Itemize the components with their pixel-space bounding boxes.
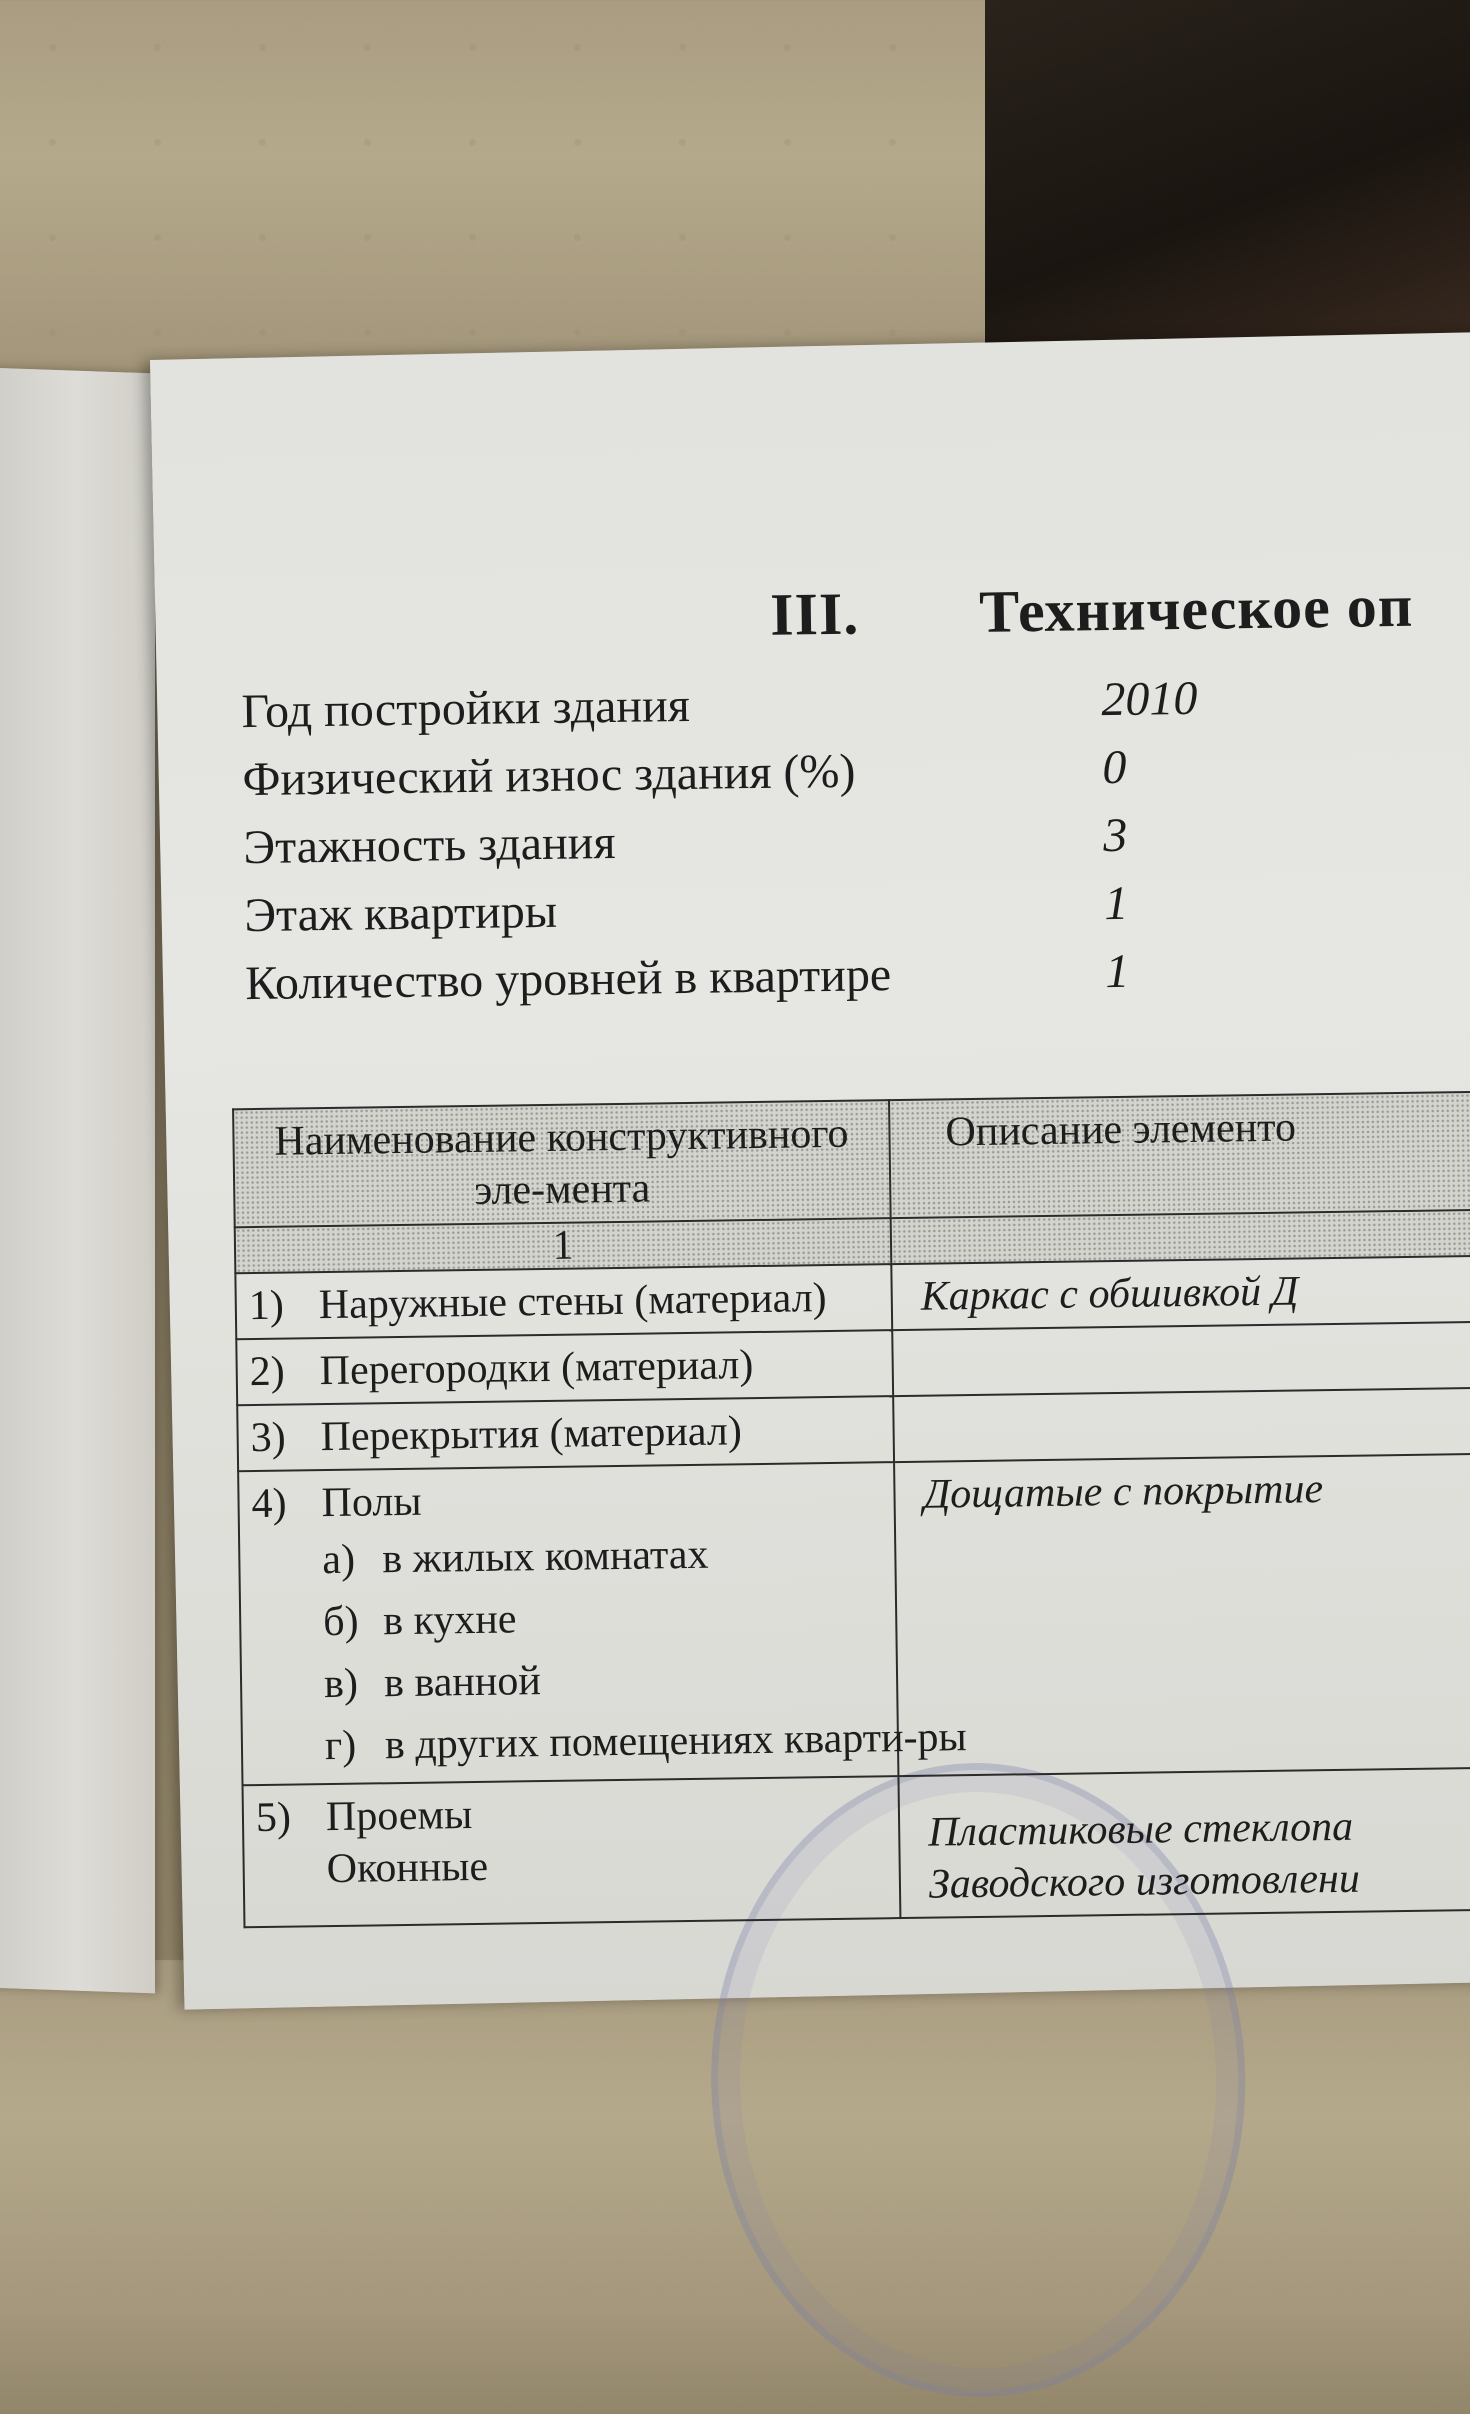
- info-label: Количество уровней в квартире: [244, 948, 892, 1011]
- header-name: Наименование конструктивного эле-мента: [233, 1100, 891, 1227]
- sub-number: в): [323, 1660, 359, 1708]
- info-value: 1: [1104, 944, 1130, 999]
- row-number: 1): [248, 1282, 285, 1330]
- sub-item: [253, 1583, 884, 1654]
- row-extra: Оконные: [326, 1843, 489, 1893]
- sub-number: г): [324, 1722, 357, 1770]
- info-row: [245, 935, 1346, 1018]
- sub-label: в жилых комнатах: [382, 1531, 709, 1583]
- row-number: 5): [255, 1794, 292, 1842]
- sub-label: в ванной: [383, 1658, 542, 1707]
- row-number: 2): [249, 1348, 286, 1396]
- info-value: 0: [1102, 740, 1127, 795]
- info-value: 1: [1103, 876, 1129, 931]
- section-title: Техническое оп: [978, 572, 1414, 645]
- sub-label: в других помещениях кварти-ры: [384, 1714, 968, 1769]
- row-label: Полы: [321, 1478, 422, 1527]
- info-value: 3: [1102, 808, 1128, 863]
- info-value: 2010: [1101, 671, 1198, 727]
- row-label-cell: [243, 1776, 901, 1927]
- info-label: Год постройки здания: [241, 678, 691, 739]
- info-label: Этаж квартиры: [244, 884, 558, 943]
- row-number: 3): [250, 1414, 286, 1462]
- sub-item: [252, 1521, 883, 1592]
- row-heading: [251, 1469, 882, 1530]
- row-label: Проемы: [325, 1792, 473, 1841]
- info-label: Этажность здания: [243, 815, 616, 875]
- row-label-cell: [236, 1330, 893, 1405]
- row-label: Перегородки (материал): [319, 1342, 754, 1395]
- row-description: Каркас с обшивкой Д: [891, 1255, 1470, 1330]
- elements-table: [232, 1090, 1470, 1928]
- header-description: Описание элементо: [889, 1091, 1470, 1218]
- sub-item: [255, 1707, 968, 1778]
- row-description: Пластиковые стеклопа: [927, 1803, 1354, 1856]
- table-row: [243, 1767, 1470, 1927]
- row-label-cell: [237, 1396, 894, 1471]
- dark-background-object: [985, 0, 1470, 360]
- column-number-empty: [891, 1209, 1470, 1264]
- row-description-cell: [898, 1767, 1470, 1918]
- section-number: III.: [769, 580, 860, 648]
- row-number: 4): [251, 1480, 287, 1528]
- row-description: Дощатые с покрытие: [894, 1453, 1470, 1776]
- row-label: Наружные стены (материал): [318, 1275, 827, 1329]
- page-content: [240, 569, 1470, 1908]
- row-heading: [256, 1783, 887, 1844]
- sub-number: б): [322, 1598, 359, 1646]
- left-page-edge: [0, 367, 155, 1994]
- row-label: Перекрытия (материал): [320, 1408, 743, 1461]
- row-description: [893, 1387, 1470, 1462]
- row-label-cell: [235, 1264, 892, 1339]
- sub-item: [254, 1645, 885, 1716]
- table-header-row: [233, 1091, 1470, 1227]
- sub-label: в кухне: [382, 1596, 517, 1645]
- building-info: [241, 663, 1346, 1018]
- row-label-cell: [238, 1462, 968, 1785]
- document-page: [150, 331, 1470, 2010]
- table-row: [238, 1453, 1470, 1785]
- row-description-2: Заводского изготовлени: [928, 1855, 1361, 1908]
- section-heading: [770, 572, 1414, 650]
- column-number: 1: [235, 1218, 892, 1273]
- info-label: Физический износ здания (%): [242, 744, 856, 807]
- sub-number: а): [322, 1536, 356, 1584]
- row-description: [892, 1321, 1470, 1396]
